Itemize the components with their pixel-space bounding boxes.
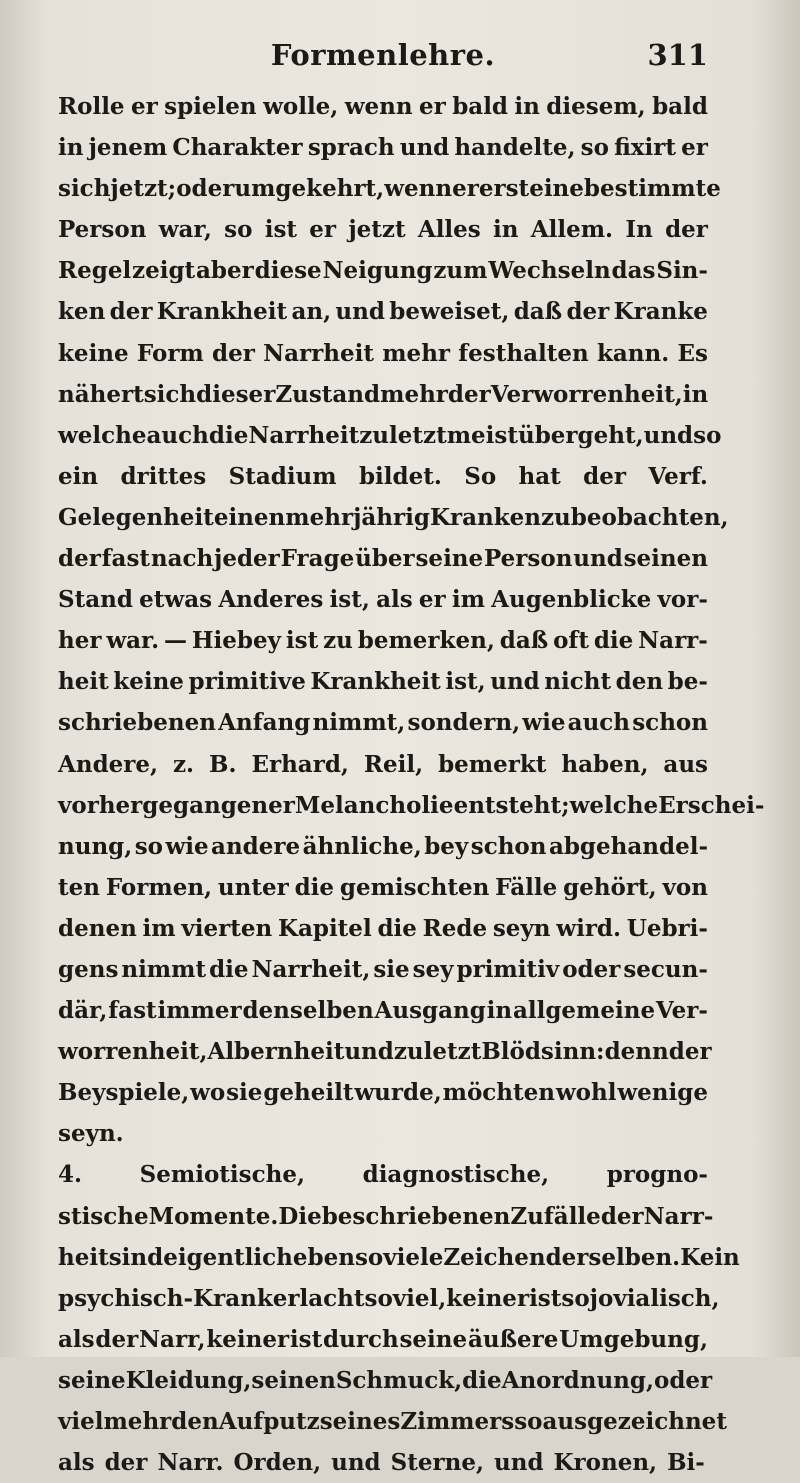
- page-number: 311: [647, 38, 708, 72]
- text-line: als der Narr. Orden, und Sterne, und Kronen, Bi-: [58, 1449, 705, 1477]
- text-line: heit sind eigentlich eben so viele Zeichen derselben. Kein: [58, 1243, 740, 1271]
- text-line: Person war, so ist er jetzt Alles in Allem. In der: [58, 216, 708, 244]
- text-line: schriebenen Anfang nimmt, sondern, wie auch schon: [58, 709, 708, 737]
- text-line: stische Momente. Die beschriebenen Zufälle der Narr-: [58, 1202, 714, 1230]
- text-line: Andere, z. B. Erhard, Reil, bemerkt haben, aus: [58, 750, 708, 778]
- text-line: ten Formen, unter die gemischten Fälle gehört, von: [58, 873, 708, 901]
- text-line: welche auch die Narrheit zuletzt meist übergeht, und so: [58, 421, 722, 449]
- page-header: [58, 38, 708, 78]
- text-line: in jenem Charakter sprach und handelte, so fixirt er: [58, 134, 708, 162]
- text-line: der fast nach jeder Frage über seine Person und seinen: [58, 545, 708, 573]
- text-line: Regel zeigt aber diese Neigung zum Wechseln das Sin-: [58, 257, 708, 285]
- text-line: vorhergegangener Melancholie entsteht; welche Erschei-: [58, 791, 765, 819]
- text-line: Beyspiele, wo sie geheilt wurde, möchten wohl wenige: [58, 1079, 708, 1107]
- text-line: worrenheit, Albernheit und zuletzt Blödsinn: denn der: [58, 1038, 712, 1066]
- text-line: Stand etwas Anderes ist, als er im Augenblicke vor-: [58, 586, 708, 614]
- text-line: gens nimmt die Narrheit, sie sey primitiv oder secun-: [58, 955, 708, 983]
- text-line: denen im vierten Kapitel die Rede seyn wird. Uebri-: [58, 914, 708, 942]
- text-line: sich jetzt; oder umgekehrt, wenn er erst eine bestimmte: [58, 175, 721, 203]
- text-line: ken der Krankheit an, und beweiset, daß der Kranke: [58, 298, 708, 326]
- text-line: psychisch-Kranker lacht so viel, keiner ist so jovialisch,: [58, 1284, 720, 1312]
- text-line: heit keine primitive Krankheit ist, und nicht den be-: [58, 668, 708, 696]
- text-line: 4. Semiotische, diagnostische, progno-: [58, 1161, 708, 1189]
- running-head: Formenlehre.: [270, 38, 496, 72]
- text-line: ein drittes Stadium bildet. So hat der Verf.: [58, 462, 708, 490]
- text-line: Rolle er spielen wolle, wenn er bald in diesem, bald: [58, 93, 708, 120]
- text-line: nähert sich dieser Zustand mehr der Verworrenheit, in: [58, 380, 709, 408]
- text-line: keine Form der Narrheit mehr festhalten kann. Es: [58, 339, 708, 367]
- text-line: där, fast immer denselben Ausgang in allgemeine Ver-: [58, 997, 708, 1025]
- text-line: als der Narr, keiner ist durch seine äußere Umgebung,: [58, 1325, 708, 1353]
- text-line: vielmehr den Aufputz seines Zimmers so ausgezeichnet: [58, 1408, 727, 1435]
- body-text: [58, 86, 765, 1483]
- text-line: Gelegenheit einen mehrjährig Kranken zu beobachten,: [58, 503, 729, 531]
- text-line: her war. — Hiebey ist zu bemerken, daß oft die Narr-: [58, 627, 708, 655]
- text-line: seyn.: [58, 1120, 124, 1148]
- text-line: nung, so wie andere ähnliche, bey schon abgehandel-: [58, 832, 708, 860]
- text-line: seine Kleidung, seinen Schmuck, die Anordnung, oder: [58, 1366, 713, 1394]
